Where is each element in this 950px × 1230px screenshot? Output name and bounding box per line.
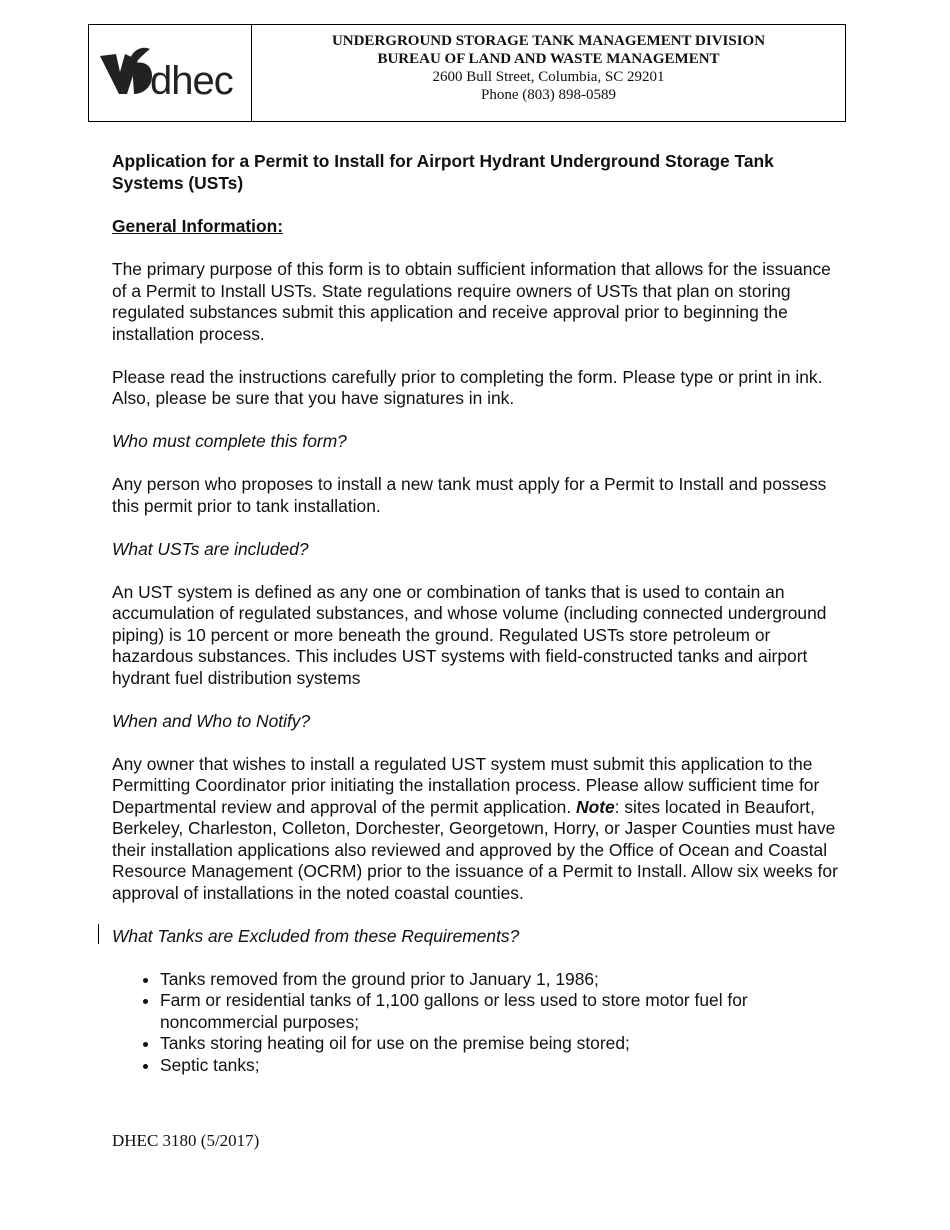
list-item: • Tanks removed from the ground prior to January 1, 1986; xyxy=(160,969,842,991)
question-what: What USTs are included? xyxy=(112,538,309,559)
address: 2600 Bull Street, Columbia, SC 29201 xyxy=(432,69,665,85)
question-excluded: What Tanks are Excluded from these Requirements? xyxy=(112,925,520,946)
form-number: DHEC 3180 (5/2017) xyxy=(112,1131,260,1150)
document-body xyxy=(112,151,842,1076)
list-item: • Tanks storing heating oil for use on the premise being stored; xyxy=(160,1033,842,1055)
list-item: • Septic tanks; xyxy=(160,1055,842,1077)
excluded-list xyxy=(112,969,842,1077)
letterhead-text xyxy=(252,25,845,121)
answer-when xyxy=(112,754,842,905)
answer-when-part1: Any owner that wishes to install a regulated UST system must submit this application to the Permitting Coordinator prior initiating the installation process. Please allow sufficient time for Departmental review and approval of the permit application. xyxy=(112,753,820,817)
dhec-logo-icon xyxy=(94,42,246,104)
dhec-logo xyxy=(89,25,252,121)
purpose-paragraph: The primary purpose of this form is to obtain sufficient information that allows for the issuance of a Permit to Install USTs. State regulations require owners of USTs that plan on storing regulated substances submit this application and receive approval prior to beginning the installation process. xyxy=(112,259,831,344)
phone: Phone (803) 898-0589 xyxy=(481,87,616,103)
division-name: UNDERGROUND STORAGE TANK MANAGEMENT DIVISION xyxy=(331,33,766,49)
answer-when-part2: : sites located in Beaufort, Berkeley, Charleston, Colleton, Dorchester, Georgetown, Horry, or Jasper Counties must have their installation applications also reviewed and approved by the Office of Ocean and Coastal Resource Management (OCRM) prior to the issuance of a Permit to Install. Allow six weeks for approval of installations in the noted coastal counties. xyxy=(112,796,838,903)
bureau-name: BUREAU OF LAND AND WASTE MANAGEMENT xyxy=(377,51,720,67)
question-who: Who must complete this form? xyxy=(112,431,347,451)
note-label: Note xyxy=(576,796,615,817)
list-item: • Farm or residential tanks of 1,100 gallons or less used to store motor fuel for noncommercial purposes; xyxy=(160,990,842,1033)
logo-wordmark: dhec xyxy=(150,59,233,103)
instructions-paragraph: Please read the instructions carefully prior to completing the form. Please type or print in ink. Also, please be sure that you have signatures in ink. xyxy=(112,366,823,408)
page-title: Application for a Permit to Install for Airport Hydrant Underground Storage Tank Systems (USTs) xyxy=(112,151,774,193)
general-information-heading: General Information: xyxy=(112,216,284,236)
answer-what: An UST system is defined as any one or combination of tanks that is used to contain an accumulation of regulated substances, and whose volume (including connected underground piping) is 10 percent or more beneath the ground. Regulated USTs store petroleum or hazardous substances. This includes UST systems with field-constructed tanks and airport hydrant fuel distribution systems xyxy=(112,581,827,688)
letterhead xyxy=(88,24,846,122)
text-cursor xyxy=(98,924,99,944)
question-when: When and Who to Notify? xyxy=(112,710,311,731)
answer-who: Any person who proposes to install a new tank must apply for a Permit to Install and possess this permit prior to tank installation. xyxy=(112,474,827,516)
